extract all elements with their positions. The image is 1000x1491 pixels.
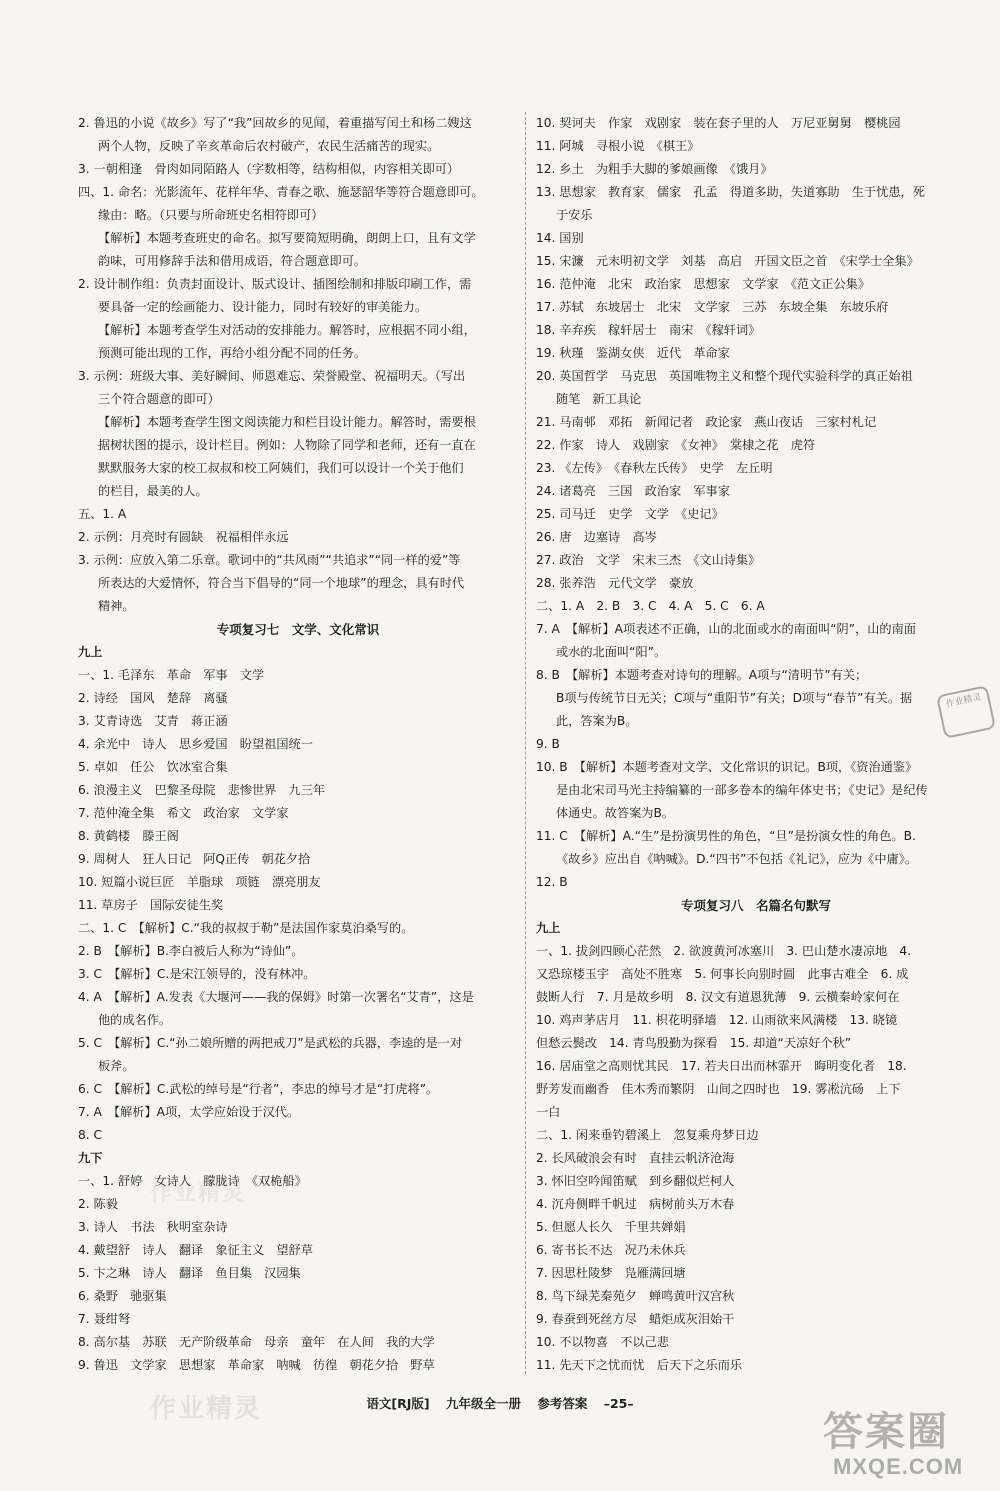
answer-line: 6. C 【解析】C.武松的绰号是“行者”，李忠的绰号才是“打虎将”。	[78, 1082, 439, 1096]
answer-line: 2. 示例：月亮时有圆缺 祝福相伴永远	[78, 530, 289, 544]
answer-line: 14. 国别	[536, 231, 584, 245]
answer-line: 5. C 【解析】C.“孙二娘所赠的两把戒刀”是武松的兵器，李逵的是一对	[78, 1036, 463, 1050]
answer-line: 所表达的大爱情怀，符合当下倡导的“同一个地球”的理念，具有时代	[98, 576, 465, 590]
grade-label: 九上	[536, 921, 561, 935]
answer-line: 5. 卓如 任公 饮冰室合集	[78, 760, 228, 774]
answer-line: 3. C 【解析】C.是宋江领导的，没有林冲。	[78, 967, 316, 981]
answer-line: 10. 鸡声茅店月 11. 枳花明驿墙 12. 山雨欲来风满楼 13. 晓镜	[536, 1013, 898, 1027]
footer-grade: 九年级全一册	[445, 1396, 521, 1411]
answer-line: 9. 鲁迅 文学家 思想家 革命家 呐喊 彷徨 朝花夕拾 野草	[78, 1358, 435, 1372]
grade-label: 九下	[78, 1151, 103, 1165]
answer-line: 7. A 【解析】A项表述不正确，山的北面或水的南面叫“阴”，山的南面	[536, 622, 916, 636]
answer-line: 要具备一定的绘画能力、设计能力，同时有较好的审美能力。	[98, 300, 428, 314]
logo-text: 答案圈	[823, 1409, 949, 1455]
answer-line: 7. A 【解析】A项，太学应始设于汉代。	[78, 1105, 300, 1119]
answer-line: 《故乡》应出自《呐喊》。D.“四书”不包括《礼记》，应为《中庸》。	[556, 852, 918, 866]
answer-line: 3. 示例：班级大事、美好瞬间、师恩难忘、荣誉殿堂、祝福明天。（写出	[78, 369, 466, 383]
answer-line: 4. 余光中 诗人 思乡爱国 盼望祖国统一	[78, 737, 313, 751]
section-heading: 专项复习八 名篇名句默写	[680, 898, 831, 913]
answer-line: 2. 鲁迅的小说《故乡》写了“我”回故乡的见闻，着重描写闰土和杨二嫂这	[78, 116, 472, 130]
answer-line: 韵味，可用修辞手法和借用成语，符合题意即可。	[98, 254, 367, 268]
answer-line: 一白	[536, 1105, 561, 1119]
answer-line: 11. C 【解析】A.“生”是扮演男性的角色，“旦”是扮演女性的角色。B.	[536, 829, 916, 843]
answer-line: 体通史。故答案为B。	[556, 806, 675, 820]
answer-line: 23. 《左传》 《春秋左氏传》 史学 左丘明	[536, 461, 773, 475]
answer-line: 5. 但愿人长久 千里共婵娟	[536, 1220, 686, 1234]
answer-line: 9. 周树人 狂人日记 阿Q正传 朝花夕拾	[78, 852, 311, 866]
answer-line: 一、1. 拔剑四顾心茫然 2. 欲渡黄河冰塞川 3. 巴山楚水凄凉地 4.	[536, 944, 912, 958]
left-column	[78, 112, 518, 1377]
answer-line: 五、1. A	[78, 507, 127, 521]
answer-line: 28. 张养浩 元代文学 豪放	[536, 576, 694, 590]
answer-line: 【解析】本题考查学生图文阅读能力和栏目设计能力。解答时，需要根	[98, 415, 476, 429]
answer-line: 11. 阿城 寻根小说 《棋王》	[536, 139, 700, 153]
answer-line: 2. 诗经 国风 楚辞 离骚	[78, 691, 228, 705]
answer-line: 4. 戴望舒 诗人 翻译 象征主义 望舒草	[78, 1243, 313, 1257]
column-divider	[525, 112, 527, 1374]
answer-line: 25. 司马迁 史学 文学 《史记》	[536, 507, 724, 521]
answer-line: 10. 不以物喜 不以己悲	[536, 1335, 669, 1349]
answer-line: 鼓断人行 7. 月是故乡明 8. 汉文有道恩犹薄 9. 云横秦岭家何在	[536, 990, 900, 1004]
answer-line: 8. 鸟下绿芜秦苑夕 蝉鸣黄叶汉宫秋	[536, 1289, 735, 1303]
answer-line: 17. 苏轼 东坡居士 北宋 文学家 三苏 东坡全集 东坡乐府	[536, 300, 889, 314]
right-column	[536, 112, 976, 1377]
answer-line: 野芳发而幽香 佳木秀而繁阴 山间之四时也 19. 雾凇沆砀 上下	[536, 1082, 901, 1096]
answer-line: 二、1. C 【解析】C.“我的叔叔于勒”是法国作家莫泊桑写的。	[78, 921, 414, 935]
answer-line: 精神。	[98, 599, 135, 613]
footer-section: 参考答案	[537, 1396, 588, 1411]
answer-line: 但愁云鬓改 14. 青鸟殷勤为探看 15. 却道“天凉好个秋”	[536, 1036, 852, 1050]
watermark-lower: 作业精灵	[150, 1394, 263, 1424]
answer-line: 15. 宋濂 元末明初文学 刘基 高启 开国文臣之首 《宋学士全集》	[536, 254, 919, 268]
stamp-text: 作业精灵	[945, 692, 983, 710]
answer-line: 11. 草房子 国际安徒生奖	[78, 898, 224, 912]
answer-line: 3. 艾青诗选 艾青 蒋正涵	[78, 714, 228, 728]
answer-line: 26. 唐 边塞诗 高岑	[536, 530, 657, 544]
answer-line: 21. 马南邨 邓拓 新闻记者 政论家 燕山夜话 三家村札记	[536, 415, 877, 429]
answer-line: 三个符合题意的即可）	[98, 392, 220, 406]
answer-line: 3. 一朝相逢 骨肉如同陌路人（字数相等，结构相似，内容相关即可）	[78, 162, 460, 176]
answer-line: 板斧。	[98, 1059, 135, 1073]
answer-line: 8. 黄鹤楼 滕王阁	[78, 829, 179, 843]
answer-line: 于安乐	[556, 208, 593, 222]
logo-url: MXQE.COM	[833, 1454, 964, 1479]
answer-line: 7. 聂绀弩	[78, 1312, 131, 1326]
watermark-upper: 作业精灵	[150, 1181, 247, 1206]
answer-line: 16. 范仲淹 北宋 政治家 思想家 文学家 《范文正公集》	[536, 277, 871, 291]
answer-line: 的栏目，最美的人。	[98, 484, 208, 498]
answer-line: 9. B	[536, 737, 560, 751]
stamp	[936, 685, 996, 739]
answer-line: 7. 因思杜陵梦 凫雁满回塘	[536, 1266, 686, 1280]
answer-line: 6. 浪漫主义 巴黎圣母院 悲惨世界 九三年	[78, 783, 326, 797]
answer-line: 2. B 【解析】B.李白被后人称为“诗仙”。	[78, 944, 304, 958]
answer-line: 24. 诸葛亮 三国 政治家 军事家	[536, 484, 730, 498]
answer-line: 8. B 【解析】本题考查对诗句的理解。A项与“清明节”有关；	[536, 668, 868, 682]
answer-line: 6. 桑野 驰驱集	[78, 1289, 167, 1303]
answer-line: 2. 陈毅	[78, 1197, 118, 1211]
site-logo	[785, 1400, 985, 1486]
answer-line: 27. 政治 文学 宋末三杰 《文山诗集》	[536, 553, 761, 567]
answer-line: 22. 作家 诗人 戏剧家 《女神》 棠棣之花 虎符	[536, 438, 816, 452]
answer-line: 3. 怀旧空吟闻笛赋 到乡翻似烂柯人	[536, 1174, 735, 1188]
answer-line: 又恐琼楼玉宇 高处不胜寒 5. 何事长向别时圆 此事古难全 6. 成	[536, 967, 909, 981]
answer-line: 4. A 【解析】A.发表《大堰河——我的保姆》时第一次署名“艾青”，这是	[78, 990, 474, 1004]
answer-line: 缘由：略。（只要与所命班史名相符即可）	[98, 208, 324, 222]
answer-line: 四、1. 命名：光影流年、花样年华、青春之歌、施瑟韶华等符合题意即可。	[78, 185, 484, 199]
footer-subject: 语文[RJ版]	[366, 1396, 430, 1411]
section-heading: 专项复习七 文学、文化常识	[216, 622, 380, 637]
answer-line: 9. 春蚕到死丝方尽 蜡炬成灰泪始干	[536, 1312, 735, 1326]
answer-line: 据树状图的提示，设计栏目。例如：人物除了同学和老师，还有一直在	[98, 438, 476, 452]
answer-line: 13. 思想家 教育家 儒家 孔孟 得道多助，失道寡助 生于忧患，死	[536, 185, 925, 199]
answer-line: 18. 辛弃疾 稼轩居士 南宋 《稼轩词》	[536, 323, 761, 337]
answer-line: 是由北宋司马光主持编纂的一部多卷本的编年体史书；《史记》是纪传	[556, 783, 928, 797]
answer-line: 2. 长风破浪会有时 直挂云帆济沧海	[536, 1151, 735, 1165]
answer-line: 随笔 新工具论	[556, 392, 642, 406]
answer-line: 8. 高尔基 苏联 无产阶级革命 母亲 童年 在人间 我的大学	[78, 1335, 435, 1349]
answer-line: 4. 沉舟侧畔千帆过 病树前头万木春	[536, 1197, 735, 1211]
answer-line: 两个人物，反映了辛亥革命后农村破产，农民生活痛苦的现实。	[98, 139, 440, 153]
answer-line: 默默服务大家的校工叔叔和校工阿姨们，我们可以设计一个关于他们	[98, 461, 464, 475]
grade-label: 九上	[78, 645, 103, 659]
answer-line: 10. B 【解析】本题考查对文学、文化常识的识记。B项，《资治通鉴》	[536, 760, 918, 774]
answer-line: 3. 示例：应放入第二乐章。歌词中的“共风雨”“共追求”“同一样的爱”等	[78, 553, 461, 567]
answer-line: 11. 先天下之忧而忧 后天下之乐而乐	[536, 1358, 743, 1372]
answer-line: 16. 居庙堂之高则忧其民 17. 若夫日出而林霏开 晦明变化者 18.	[536, 1059, 907, 1073]
answer-line: 此，答案为B。	[556, 714, 638, 728]
answer-line: 10. 契诃夫 作家 戏剧家 装在套子里的人 万尼亚舅舅 樱桃园	[536, 116, 901, 130]
answer-line: 一、1. 毛泽东 革命 军事 文学	[78, 668, 265, 682]
answer-line: 3. 诗人 书法 秋明室杂诗	[78, 1220, 228, 1234]
answer-line: 或水的北面叫“阳”。	[556, 645, 667, 659]
answer-line: 预测可能出现的工作，再给小组分配不同的任务。	[98, 346, 367, 360]
answer-line: 他的成名作。	[98, 1013, 172, 1027]
answer-line: 一、1. 舒婷 女诗人 朦胧诗 《双桅船》	[78, 1174, 307, 1188]
answer-line: 7. 范仲淹全集 希文 政治家 文学家	[78, 806, 289, 820]
answer-line: 【解析】本题考查班史的命名。拟写要简短明确，朗朗上口，且有文学	[98, 231, 476, 245]
answer-line: 2. 设计制作组：负责封面设计、版式设计、插图绘制和排版印刷工作，需	[78, 277, 472, 291]
answer-line: 5. 卞之琳 诗人 翻译 鱼目集 汉园集	[78, 1266, 301, 1280]
answer-line: 20. 英国哲学 马克思 英国唯物主义和整个现代实验科学的真正始祖	[536, 369, 913, 383]
answer-line: 【解析】本题考查学生对活动的安排能力。解答时，应根据不同小组，	[98, 323, 476, 337]
footer-page-number: –25–	[603, 1396, 634, 1411]
answer-line: 12. 乡土 为粗手大脚的爹娘画像 《饿月》	[536, 162, 773, 176]
answer-line: 8. C	[78, 1128, 103, 1142]
answer-line: 二、1. 闲来垂钓碧溪上 忽复乘舟梦日边	[536, 1128, 759, 1142]
answer-line: 10. 短篇小说巨匠 羊脂球 项链 漂亮朋友	[78, 875, 321, 889]
answer-line: 6. 寄书长不达 况乃未休兵	[536, 1243, 686, 1257]
answer-line: 19. 秋瑾 鉴湖女侠 近代 革命家	[536, 346, 730, 360]
answer-line: B项与传统节日无关；C项与“重阳节”有关；D项与“春节”有关。据	[556, 691, 913, 705]
answer-line: 12. B	[536, 875, 568, 889]
answer-line: 二、1. A 2. B 3. C 4. A 5. C 6. A	[536, 599, 765, 613]
